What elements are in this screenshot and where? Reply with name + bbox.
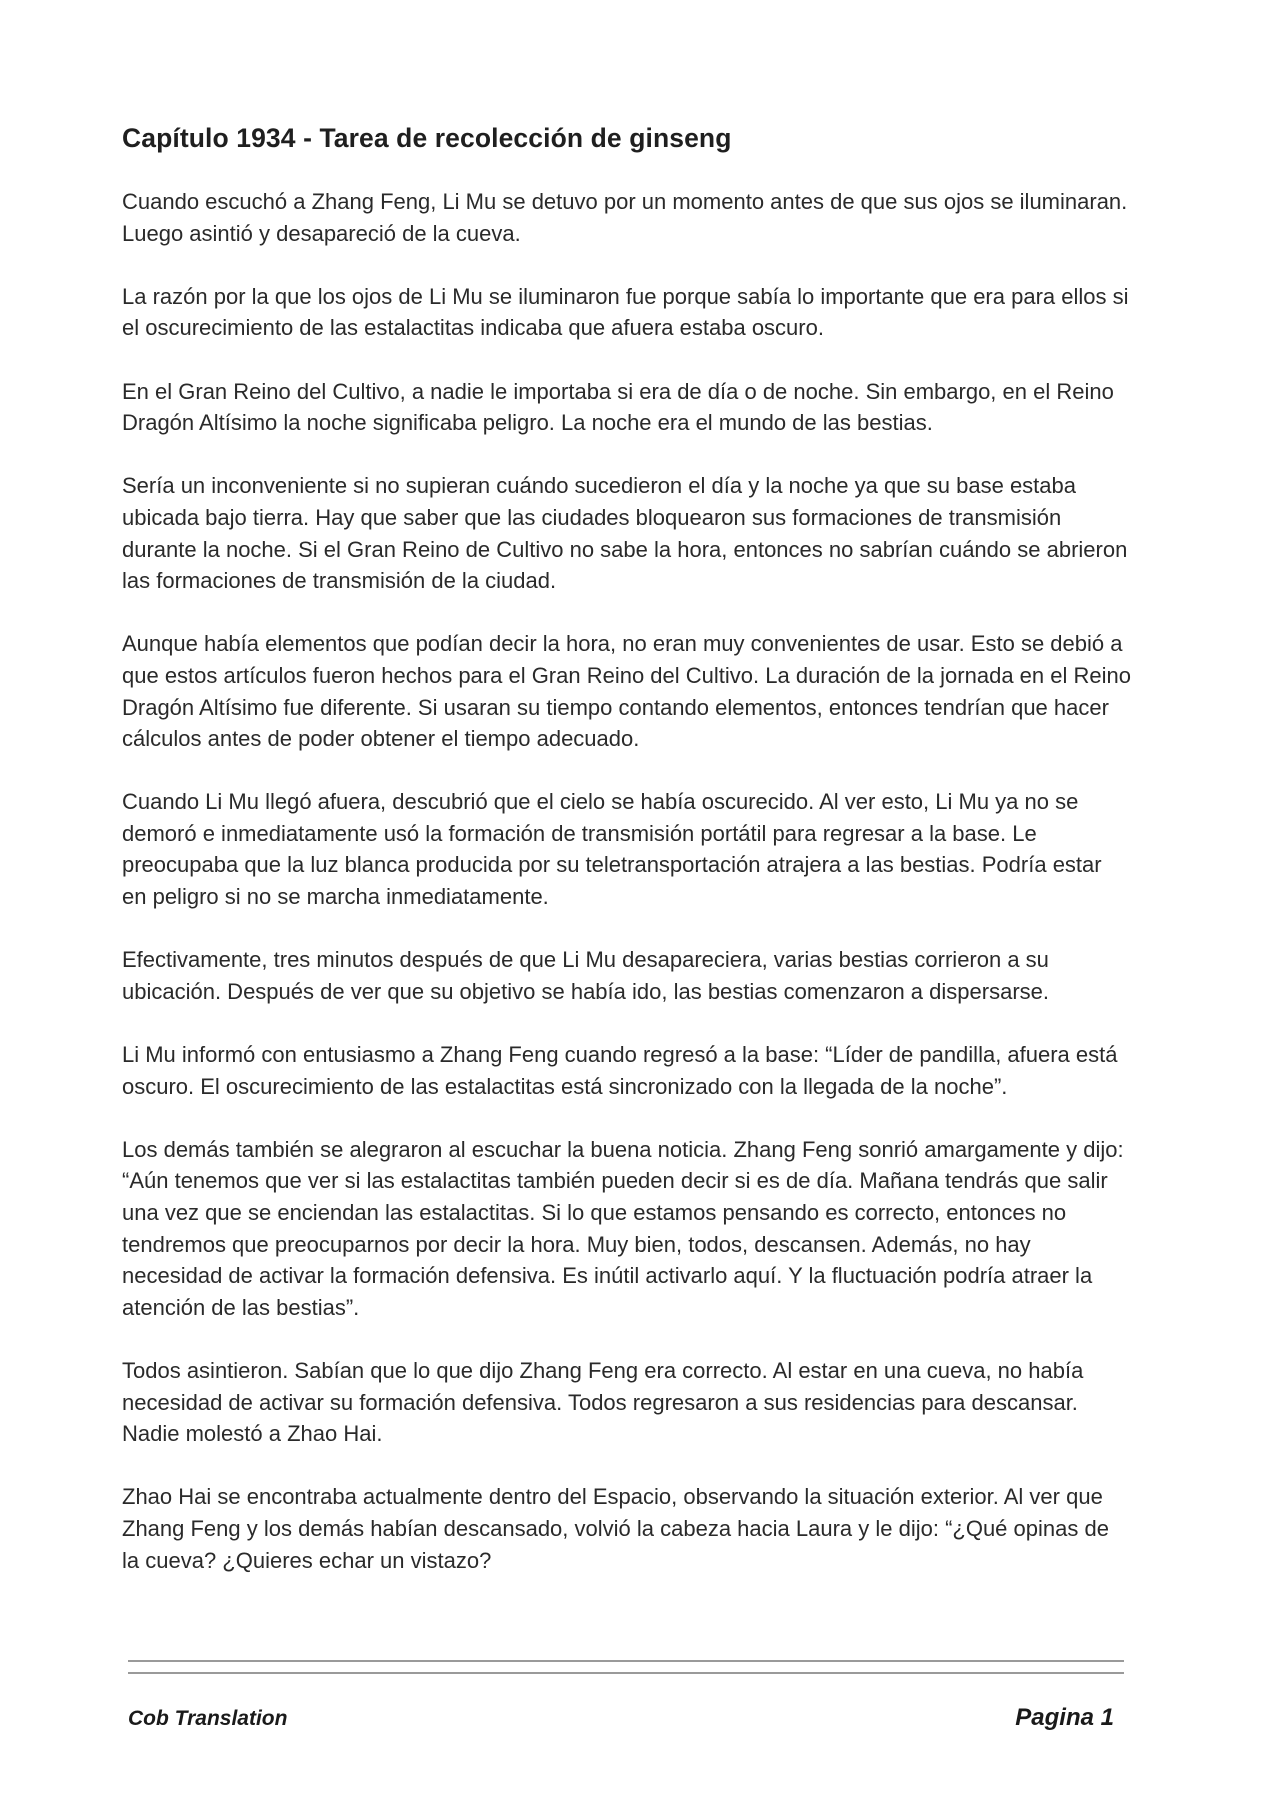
footer-page-number: Pagina 1 <box>1015 1704 1114 1731</box>
paragraph: Li Mu informó con entusiasmo a Zhang Feng cuando regresó a la base: “Líder de pandilla, afuera está oscuro. El oscurecimiento de las estalactitas está sincronizado con la llegada de la noche”. <box>122 1042 1118 1099</box>
footer-translator-credit: Cob Translation <box>128 1707 288 1730</box>
footer-rule-top <box>128 1660 1124 1662</box>
paragraph: Aunque había elementos que podían decir la hora, no eran muy convenientes de usar. Esto se debió a que estos artículos fueron hechos para el Gran Reino del Cultivo. La duración de la jornada en el Reino Dragón Altísimo fue diferente. Si usaran su tiempo contando elementos, entonces tendrían que hacer cálculos antes de poder obtener el tiempo adecuado. <box>122 631 1131 752</box>
paragraph: Cuando escuchó a Zhang Feng, Li Mu se detuvo por un momento antes de que sus ojos se iluminaran. Luego asintió y desapareció de la cueva. <box>122 189 1128 246</box>
paragraph: Efectivamente, tres minutos después de que Li Mu desapareciera, varias bestias corrieron a su ubicación. Después de ver que su objetivo se había ido, las bestias comenzaron a dispersarse. <box>122 947 1049 1004</box>
footer-divider <box>128 1660 1124 1684</box>
paragraph: Los demás también se alegraron al escuchar la buena noticia. Zhang Feng sonrió amargamente y dijo: “Aún tenemos que ver si las estalactitas también pueden decir si es de día. Mañana tendrás que salir una vez que se enciendan las estalactitas. Si lo que estamos pensando es correcto, entonces no tendremos que preocuparnos por decir la hora. Muy bien, todos, descansen. Además, no hay necesidad de activar la formación defensiva. Es inútil activarlo aquí. Y la fluctuación podría atraer la atención de las bestias”. <box>122 1136 1124 1320</box>
paragraph: En el Gran Reino del Cultivo, a nadie le importaba si era de día o de noche. Sin embargo, en el Reino Dragón Altísimo la noche significaba peligro. La noche era el mundo de las bestias. <box>122 378 1114 436</box>
document-body <box>122 118 1132 1608</box>
paragraph: Todos asintieron. Sabían que lo que dijo Zhang Feng era correcto. Al estar en una cueva, no había necesidad de activar su formación defensiva. Todos regresaron a sus residencias para descansar. Nadie molestó a Zhao Hai. <box>122 1357 1084 1447</box>
chapter-title: Capítulo 1934 - Tarea de recolección de ginseng <box>122 123 732 153</box>
paragraph: Zhao Hai se encontraba actualmente dentro del Espacio, observando la situación exterior. Al ver que Zhang Feng y los demás habían descansado, volvió la cabeza hacia Laura y le dijo: “¿Qué opinas de la cueva? ¿Quieres echar un vistazo? <box>122 1484 1109 1573</box>
footer-rule-bottom <box>128 1672 1124 1674</box>
paragraph: Cuando Li Mu llegó afuera, descubrió que el cielo se había oscurecido. Al ver esto, Li Mu ya no se demoró e inmediatamente usó la formación de transmisión portátil para regresar a la base. Le preocupaba que la luz blanca producida por su teletransportación atrajera a las bestias. Podría estar en peligro si no se marcha inmediatamente. <box>122 789 1102 910</box>
paragraph: La razón por la que los ojos de Li Mu se iluminaron fue porque sabía lo importante que era para ellos si el oscurecimiento de las estalactitas indicaba que afuera estaba oscuro. <box>122 283 1129 341</box>
paragraph: Sería un inconveniente si no supieran cuándo sucedieron el día y la noche ya que su base estaba ubicada bajo tierra. Hay que saber que las ciudades bloquearon sus formaciones de transmisión durante la noche. Si el Gran Reino de Cultivo no sabe la hora, entonces no sabrían cuándo se abrieron las formaciones de transmisión de la ciudad. <box>122 473 1128 594</box>
